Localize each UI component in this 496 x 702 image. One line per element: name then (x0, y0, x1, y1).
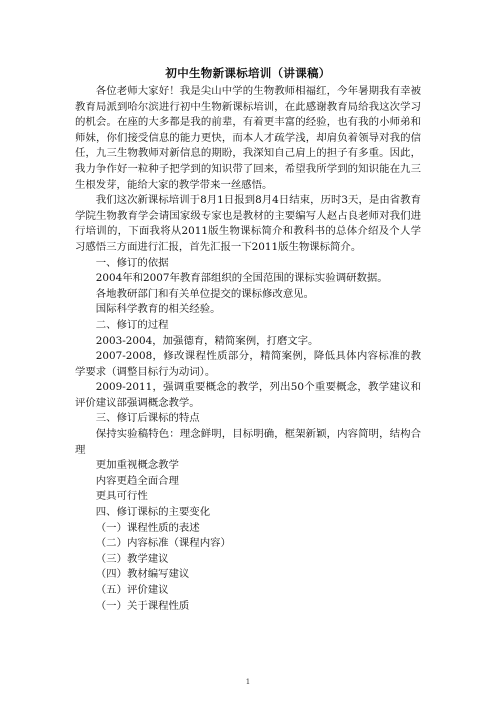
list-item: （一）关于课程性质 (95, 599, 190, 612)
list-item: 2003-2004，加强德育，精简案例，打磨文字。 (95, 334, 319, 347)
list-item: 更具可行性 (95, 490, 148, 503)
paragraph-intro: 各位老师大家好！我是尖山中学的生物教师相福红，今年暑期我有幸被教育局派到哈尔滨进行初中生物新课标培训，在此感谢教育局给我这次学习的机会。在座的大多都是我的前辈，有着更丰富的经验，也有我的小师弟和师妹，你们接受信息的能力更快，而本人才疏学浅，却肩负着领导对我的信任，九三生物教师对新信息的期盼，我深知自己肩上的担子有多重。因此，我力争作好一粒种子把学到的知识带了回来，希望我所学到的知识能在九三生根发芽，能给大家的教学带来一丝感悟。 (75, 85, 421, 191)
list-item: 2009-2011，强调重要概念的教学，列出50个重要概念，教学建议和评价建议部强调概念教学。 (75, 381, 421, 409)
list-item: 保持实验稿特色：理念鲜明，目标明确，框架新颖，内容简明，结构合理 (75, 428, 421, 456)
page-number: 1 (245, 678, 251, 686)
heading-revision-process: 二、修订的过程 (95, 318, 169, 331)
heading-revision-features: 三、修订后课标的特点 (95, 412, 200, 425)
document-title: 初中生物新课标培训（讲课稿） (165, 66, 331, 80)
list-item: 国际科学教育的相关经验。 (95, 303, 221, 316)
list-item: 各地教研部门和有关单位提交的课标修改意见。 (95, 287, 314, 300)
heading-revision-basis: 一、修订的依据 (95, 256, 169, 269)
list-item: 更加重视概念教学 (95, 459, 179, 472)
list-item: 2004年和2007年教育部组织的全国范围的课标实验调研数据。 (95, 272, 388, 285)
list-item: （四）教材编写建议 (95, 568, 190, 581)
list-item: （五）评价建议 (95, 584, 169, 596)
list-item: （二）内容标准（课程内容） (95, 537, 231, 550)
list-item: 内容更趋全面合理 (95, 474, 179, 487)
list-item: 2007-2008，修改课程性质部分，精简案例，降低具体内容标准的教学要求（调整目标行为动词）。 (75, 350, 421, 378)
paragraph-training-overview: 我们这次新课标培训于8月1日报到8月4日结束，历时3天，是由省教育学院生物教育学会请国家级专家也是教材的主要编写人赵占良老师对我们进行培训的，下面我将从2011版生物课标简介和教科书的总体介绍及个人学习感悟三方面进行汇报，首先汇报一下2011版生物课标简介。 (75, 194, 421, 253)
list-item: （一）课程性质的表述 (95, 521, 200, 534)
list-item: （三）教学建议 (95, 552, 169, 565)
heading-main-changes: 四、修订课标的主要变化 (95, 506, 211, 519)
document-page (75, 66, 421, 614)
